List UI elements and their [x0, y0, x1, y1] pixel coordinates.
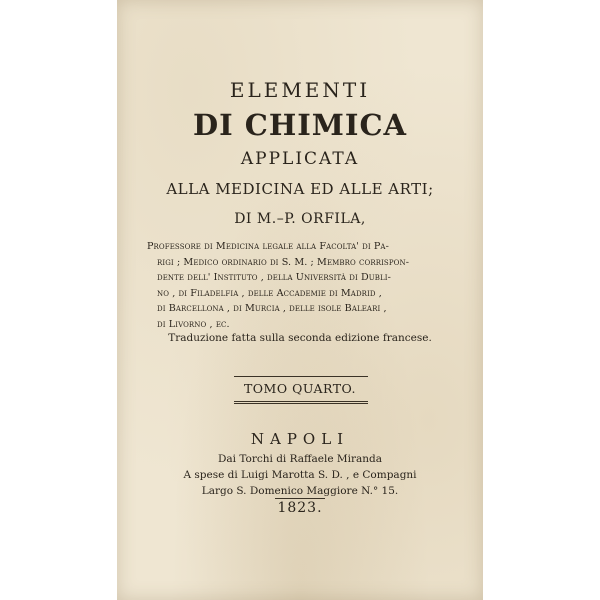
imprint-line: A spese di Luigi Marotta S. D. , e Compagni [183, 469, 417, 481]
translation-note: Traduzione fatta sulla seconda edizione francese. [168, 332, 432, 344]
title-page [117, 0, 483, 600]
imprint-city: NAPOLI [250, 430, 350, 448]
author-credentials [147, 239, 457, 332]
publication-year: 1823. [277, 500, 323, 516]
credentials-line: di Barcellona , di Murcia , delle isole Baleari , [157, 303, 387, 314]
imprint-line: Largo S. Domenico Maggiore N.° 15. [201, 485, 399, 497]
credentials-line: rigi ; Medico ordinario di S. M. ; Membro corrispon- [157, 256, 410, 268]
volume-label: TOMO QUARTO. [243, 381, 357, 396]
credentials-line: di Livorno , ec. [157, 318, 230, 330]
credentials-line: dente dell' Instituto , della Università di Dubli- [157, 272, 391, 283]
volume-rule-top [234, 376, 368, 377]
imprint-line: Dai Torchi di Raffaele Miranda [217, 453, 383, 465]
title-line-applicata: APPLICATA [240, 149, 360, 169]
volume-rule-bottom-double [234, 403, 368, 404]
title-line-elementi: ELEMENTI [229, 78, 371, 102]
author-line: DI M.–P. ORFILA, [234, 211, 366, 227]
year-rule [275, 498, 325, 499]
credentials-line: Professore di Medicina legale alla Facolta' di Pa- [147, 241, 389, 252]
credentials-line: no , di Filadelfia , delle Accademie di Madrid , [157, 287, 382, 299]
title-line-medicina-arti: ALLA MEDICINA ED ALLE ARTI; [166, 180, 434, 198]
volume-rule-bottom [234, 401, 368, 402]
title-line-di-chimica: DI CHIMICA [192, 108, 408, 142]
